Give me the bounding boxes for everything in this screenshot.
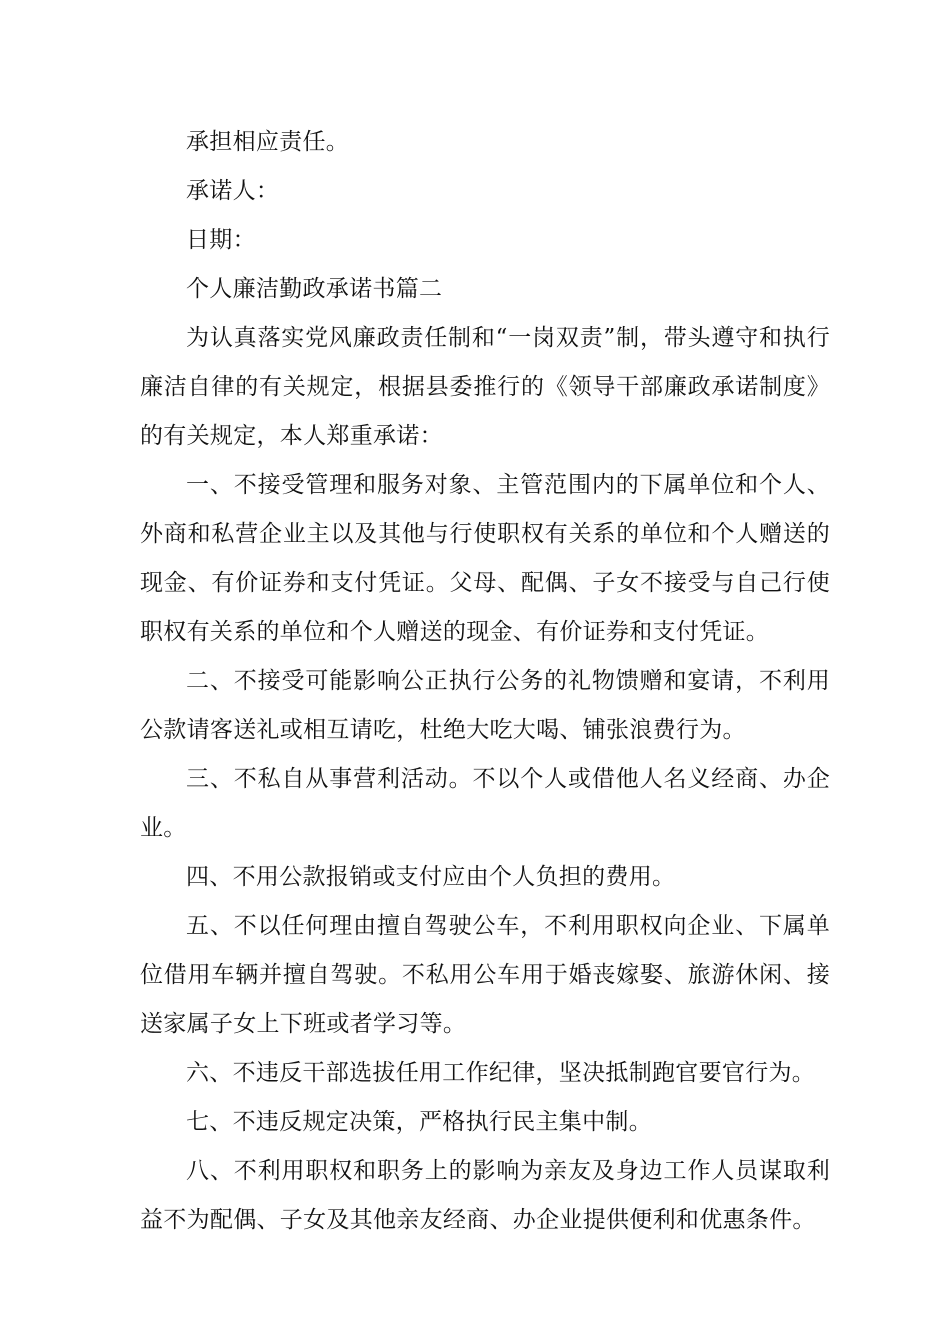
paragraph-item-2: 二、不接受可能影响公正执行公务的礼物馈赠和宴请，不利用公款请客送礼或相互请吃，杜绝大吃大喝、铺张浪费行为。 bbox=[140, 668, 830, 743]
section-heading: 个人廉洁勤政承诺书篇二 bbox=[186, 276, 443, 302]
document-body bbox=[140, 118, 830, 1245]
paragraph-item-8: 八、不利用职权和职务上的影响为亲友及身边工作人员谋取利益不为配偶、子女及其他亲友经商、办企业提供便利和优惠条件。 bbox=[140, 1158, 830, 1233]
paragraph-item-4: 四、不用公款报销或支付应由个人负担的费用。 bbox=[186, 864, 676, 890]
paragraph-promisor: 承诺人： bbox=[186, 178, 280, 204]
paragraph-item-7: 七、不违反规定决策，严格执行民主集中制。 bbox=[186, 1109, 652, 1135]
paragraph-item-5: 五、不以任何理由擅自驾驶公车，不利用职权向企业、下属单位借用车辆并擅自驾驶。不私用公车用于婚丧嫁娶、旅游休闲、接送家属子女上下班或者学习等。 bbox=[140, 913, 830, 1037]
paragraph-item-3: 三、不私自从事营利活动。不以个人或借他人名义经商、办企业。 bbox=[140, 766, 830, 841]
paragraph-responsibility: 承担相应责任。 bbox=[186, 129, 350, 155]
paragraph-item-1: 一、不接受管理和服务对象、主管范围内的下属单位和个人、外商和私营企业主以及其他与行使职权有关系的单位和个人赠送的现金、有价证券和支付凭证。父母、配偶、子女不接受与自己行使职权有关系的单位和个人赠送的现金、有价证券和支付凭证。 bbox=[140, 472, 830, 645]
paragraph-date: 日期： bbox=[186, 227, 256, 253]
paragraph-item-6: 六、不违反干部选拔任用工作纪律，坚决抵制跑官要官行为。 bbox=[186, 1060, 816, 1086]
paragraph-intro: 为认真落实党风廉政责任制和“一岗双责”制，带头遵守和执行廉洁自律的有关规定，根据县委推行的《领导干部廉政承诺制度》的有关规定，本人郑重承诺： bbox=[140, 325, 830, 449]
